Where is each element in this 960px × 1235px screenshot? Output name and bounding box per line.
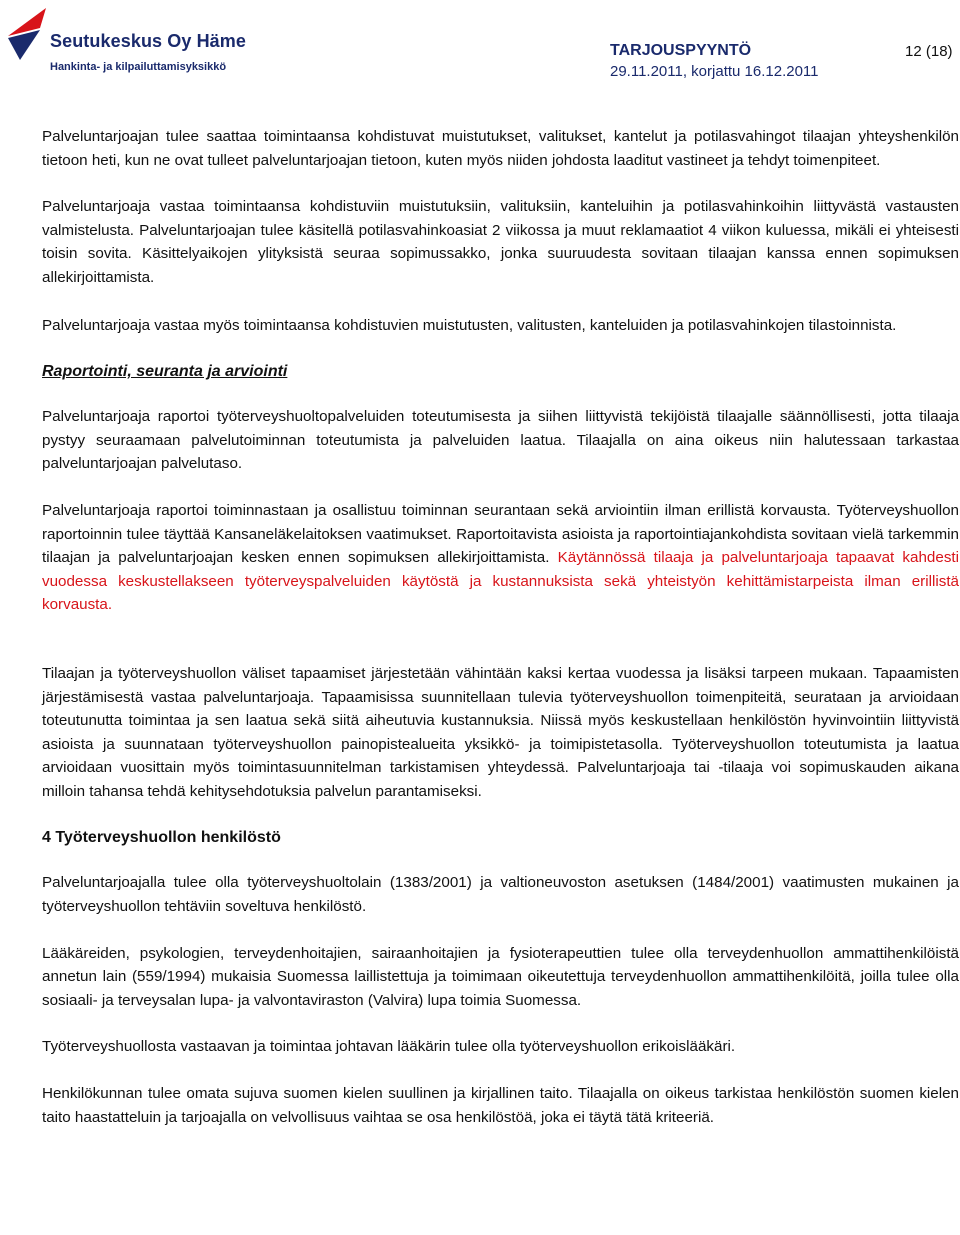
paragraph-text: Palveluntarjoaja raportoi toiminnastaan ja osallistuu toiminnan seurantaan sekä arviointiin ilman erillistä korvausta. Työterveyshuollon raportoinnin tulee täyttää Kansaneläkelaitoksen vaatimukset. Raportoitavista asioista ja raportointiajankohdista sovitaan vielä tarkemmin tilaajan ja palveluntarjoajan kesken ennen sopimuksen allekirjoittamista. <box>42 501 959 567</box>
paragraph: Palveluntarjoajan tulee saattaa toimintaansa kohdistuvat muistutukset, valitukset, kantelut ja potilasvahingot tilaajan yhteyshenkilön tietoon heti, kun ne ovat tulleet palveluntarjoajan tietoon, kuten myös niiden johdosta laaditut vastineet ja tehdyt toimenpiteet. <box>42 128 959 169</box>
document-type: TARJOUSPYYNTÖ <box>610 42 752 59</box>
paragraph: Palveluntarjoaja raportoi työterveyshuoltopalveluiden toteutumisesta ja siihen liittyvistä tekijöistä tilaajalle säännöllisesti, jotta tilaaja pystyy seuraamaan palvelutoiminnan toteutumista ja palveluiden laatua. Tilaajalla on aina oikeus niin halutessaan tarkastaa palveluntarjoajan palvelutaso. <box>42 408 959 473</box>
page-number: 12 (18) <box>905 43 953 60</box>
section-heading-staff: 4 Työterveyshuollon henkilöstö <box>42 829 281 847</box>
paragraph: Tilaajan ja työterveyshuollon väliset tapaamiset järjestetään vähintään kaksi kertaa vuodessa ja lisäksi tarpeen mukaan. Tapaamisten järjestämisestä vastaa palveluntarjoaja. Tapaamisissa suunnitellaan tulevia työterveyshuollon toimenpiteitä, seurataan ja arvioidaan toteutunutta toimintaa ja sen laatua sekä siitä aiheutuvia kustannuksia. Niissä myös keskustellaan henkilöstön hyvinvointiin liittyvistä asioista ja suunnataan työterveyshuollon painopistealueita yksikkö- ja toimipistetasolla. Työterveyshuollon toteutumista ja laatua arvioidaan vuosittain myös toimintasuunnitelman tarkistamisen yhteydessä. Palveluntarjoaja tai -tilaaja voi sopimuskauden aikana milloin tahansa tehdä kehitysehdotuksia palvelun parantamiseksi. <box>42 664 959 800</box>
paragraph: Työterveyshuollosta vastaavan ja toimintaa johtavan lääkärin tulee olla työterveyshuollon erikoislääkäri. <box>42 1038 736 1056</box>
paragraph: Palveluntarjoajalla tulee olla työterveyshuoltolain (1383/2001) ja valtioneuvoston asetuksen (1484/2001) vaatimusten mukainen ja työterveyshuollon tehtäviin soveltuva henkilöstö. <box>42 874 959 916</box>
organization-unit: Hankinta- ja kilpailuttamisyksikkö <box>50 61 227 73</box>
paragraph-with-highlight <box>42 499 959 617</box>
paragraph: Henkilökunnan tulee omata sujuva suomen kielen suullinen ja kirjallinen taito. Tilaajalla on oikeus tarkistaa henkilöstön suomen kielen taito haastatteluin ja tarjoajalla on velvollisuus vaihtaa se osa henkilöstöä, joka ei täytä tätä kriteeriä. <box>42 1085 959 1126</box>
highlighted-text: Käytännössä tilaaja ja palveluntarjoaja tapaavat kahdesti vuodessa keskustellakseen työterveyspalveluiden käytöstä ja kustannuksista sekä yhteistyön kehittämistarpeista ilman erillistä korvausta. <box>42 549 960 614</box>
paragraph: Palveluntarjoaja vastaa toimintaansa kohdistuviin muistutuksiin, valituksiin, kanteluihin ja potilasvahinkoihin liittyvästä vastausten valmistelusta. Palveluntarjoajan tulee käsitellä potilasvahinkoasiat 2 viikossa ja muut reklamaatiot 4 viikon kuluessa, mikäli ei yhteisesti toisin sovita. Käsittelyaikojen ylityksistä seuraa sopimussakko, jonka suuruudesta sovitaan tilaajan kanssa ennen sopimuksen allekirjoittamista. <box>42 198 959 286</box>
paragraph: Palveluntarjoaja vastaa myös toimintaansa kohdistuvien muistutusten, valitusten, kanteluiden ja potilasvahinkojen tilastoinnista. <box>42 316 897 334</box>
document-body <box>42 125 959 1152</box>
company-logo-icon <box>6 6 56 62</box>
paragraph: Lääkäreiden, psykologien, terveydenhoitajien, sairaanhoitajien ja fysioterapeuttien tulee olla terveydenhuollon ammattihenkilöistä annetun lain (559/1994) mukaisia Suomessa laillistettuja ja toimimaan oikeutettuja terveydenhuollon ammattihenkilöitä, joilla tulee olla sosiaali- ja terveysalan lupa- ja valvontaviraston (Valvira) lupa toimia Suomessa. <box>42 944 959 1009</box>
page-header <box>0 0 960 90</box>
organization-name: Seutukeskus Oy Häme <box>50 31 246 51</box>
section-heading-reporting: Raportointi, seuranta ja arviointi <box>42 363 288 381</box>
document-date: 29.11.2011, korjattu 16.12.2011 <box>610 63 819 80</box>
